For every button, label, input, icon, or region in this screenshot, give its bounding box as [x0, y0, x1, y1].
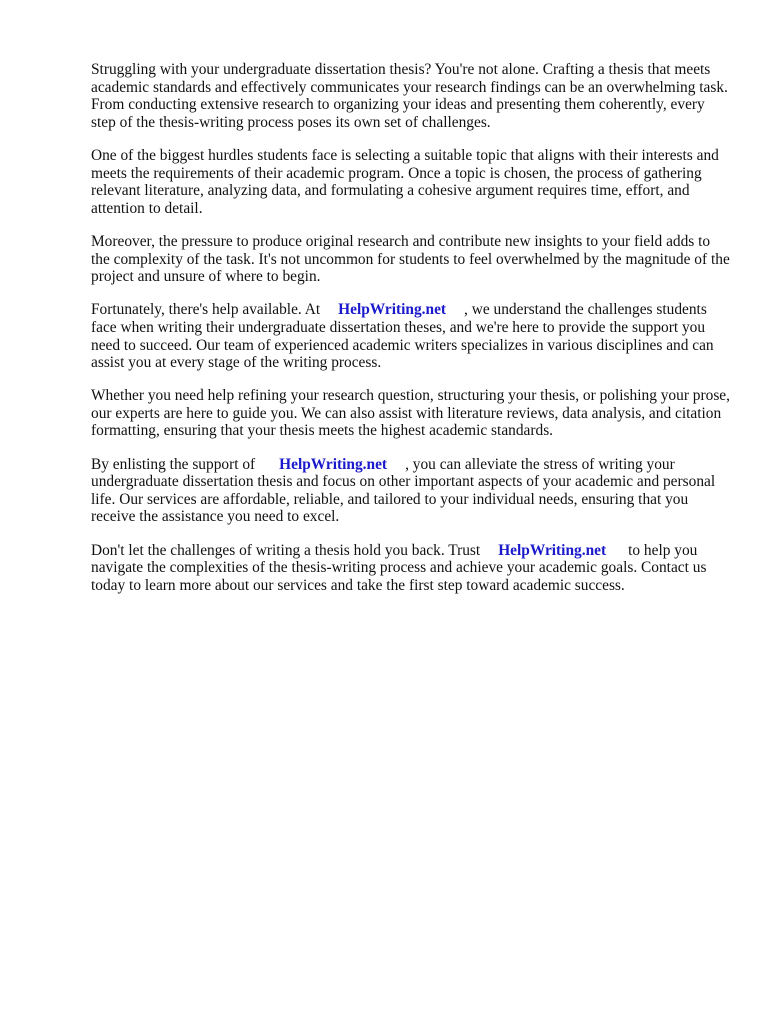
helpwriting-link-1[interactable]: HelpWriting.net	[338, 301, 447, 319]
helpwriting-link-3[interactable]: HelpWriting.net	[498, 541, 607, 559]
paragraph-6-text-after: , you can alleviate the stress of writing your undergraduate dissertation thesis and focus on other important aspects of your academic and personal life. Our services are affordable, reliable, and tailored to your individual needs, ensuring that you receive the assistance you need to excel.	[91, 455, 716, 526]
paragraph-4-text-after: , we understand the challenges students face when writing their undergraduate dissertation theses, and we're here to provide the support you need to succeed. Our team of experienced academic writers specializes in various disciplines and can assist you at every stage of the writing process.	[91, 301, 714, 372]
paragraph-7-text-after: to help you navigate the complexities of the thesis-writing process and achieve your academic goals. Contact us today to learn more about our services and take the first step toward academic success.	[91, 541, 707, 594]
paragraph-4-text-before: Fortunately, there's help available. At	[91, 301, 321, 319]
helpwriting-link-2[interactable]: HelpWriting.net	[279, 455, 388, 473]
paragraph-7-text-before: Don't let the challenges of writing a thesis hold you back. Trust	[91, 541, 481, 559]
paragraph-7	[91, 542, 731, 595]
paragraph-1: Struggling with your undergraduate dissertation thesis? You're not alone. Crafting a thesis that meets academic standards and effectively communicates your research findings can be an overwhelming task. From conducting extensive research to organizing your ideas and presenting them coherently, every step of the thesis-writing process poses its own set of challenges.	[91, 61, 728, 131]
paragraph-6-text-before: By enlisting the support of	[91, 455, 256, 473]
paragraph-4	[91, 301, 731, 371]
document-body	[91, 61, 731, 610]
paragraph-5: Whether you need help refining your research question, structuring your thesis, or polishing your prose, our experts are here to guide you. We can also assist with literature reviews, data analysis, and citation formatting, ensuring that your thesis meets the highest academic standards.	[91, 387, 730, 440]
paragraph-3: Moreover, the pressure to produce original research and contribute new insights to your field adds to the complexity of the task. It's not uncommon for students to feel overwhelmed by the magnitude of the project and unsure of where to begin.	[91, 232, 730, 286]
paragraph-2: One of the biggest hurdles students face is selecting a suitable topic that aligns with their interests and meets the requirements of their academic program. Once a topic is chosen, the process of gathering relevant literature, analyzing data, and formulating a cohesive argument requires time, effort, and attention to detail.	[91, 146, 719, 217]
paragraph-6	[91, 456, 731, 526]
